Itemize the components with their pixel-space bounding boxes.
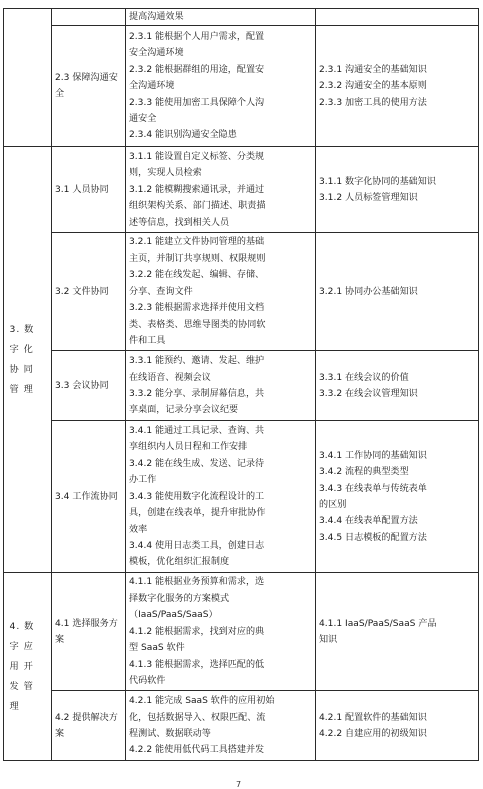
knowledge-line: 3.3.1 在线会议的价值 [319,372,409,383]
requirement-line: 办工作 [129,475,157,486]
requirement-line: 3.3.2 能分享、录制屏幕信息，共 [129,388,265,399]
requirement-line: 4.1.1 能根据业务预算和需求，选 [129,577,265,588]
requirement-cell [126,147,316,233]
category-line: 3. 数 [9,323,35,335]
knowledge-cell [316,421,479,573]
knowledge-cell [316,9,479,26]
requirement-line: 3.4.4 使用日志类工具，创建日志 [129,540,265,551]
knowledge-line: 3.3.2 在线会议管理知识 [319,388,418,399]
requirement-line: 具，创建在线表单，提升审批协作 [129,508,266,519]
knowledge-line: 3.4.4 在线表单配置方法 [319,516,418,527]
knowledge-line: 3.1.1 数字化协同的基础知识 [319,176,436,187]
table-row [4,26,479,147]
table-row [4,147,479,233]
requirement-cell [126,421,316,573]
category-cell [4,573,52,761]
requirement-line: 效率 [129,524,148,535]
skill-cell: 3.4 工作流协同 [52,421,126,573]
skill-cell: 2.3 保障沟通安全 [52,26,126,147]
table-row [4,9,479,26]
standard-table [3,8,479,761]
knowledge-line: 3.4.5 日志模板的配置方法 [319,532,427,543]
requirement-line: 安全沟通环境 [129,48,184,59]
requirement-line: 2.3.3 能使用加密工具保障个人沟 [129,97,265,108]
requirement-line: 4.1.2 能根据需求，找到对应的典 [129,626,265,637]
knowledge-line: 2.3.2 沟通安全的基本原则 [319,81,427,92]
knowledge-line: 3.2.1 协同办公基础知识 [319,286,418,297]
requirement-line: 在线语音、视频会议 [129,372,211,383]
knowledge-cell [316,691,479,761]
knowledge-line: 的区别 [319,499,347,510]
requirement-line: 3.4.2 能在线生成、发送、记录待 [129,458,265,469]
knowledge-line: 3.4.2 流程的典型类型 [319,467,409,478]
category-cell [4,9,52,147]
requirement-line: 模板，优化组织汇报制度 [129,557,230,568]
requirement-line: 3.2.2 能在线发起、编辑、存储、 [129,270,265,281]
requirement-line: 3.4.1 能通过工具记录、查询、共 [129,426,265,437]
requirement-line: 3.3.1 能预约、邀请、发起、维护 [129,356,265,367]
requirement-line: 择数字化服务的方案模式 [129,593,230,604]
skill-cell: 3.1 人员协同 [52,147,126,233]
requirement-line: 组织架构关系、部门描述、职责描 [129,201,266,212]
requirement-line: 2.3.2 能根据群组的用途，配置安 [129,64,265,75]
category-line: 字 应 [9,640,34,652]
requirement-line: 述等信息，找到相关人员 [129,217,230,228]
requirement-cell [126,351,316,421]
requirement-line: 3.1.2 能模糊搜索通讯录，并通过 [129,184,265,195]
requirement-line: 2.3.4 能识别沟通安全隐患 [129,130,237,141]
knowledge-cell [316,351,479,421]
requirement-line: 4.2.1 能完成 SaaS 软件的应用初始 [129,696,275,707]
knowledge-cell [316,147,479,233]
skill-cell: 3.3 会议协同 [52,351,126,421]
requirement-line: 享组织内人员日程和工作安排 [129,442,248,453]
requirement-line: 化，包括数据导入、权限匹配、流 [129,712,266,723]
requirement-line: 全沟通环境 [129,81,175,92]
requirement-line: 程测试、数据联动等 [129,728,211,739]
knowledge-line: 知识 [319,634,338,645]
requirement-line: 类、表格类、思维导图类的协同软 [129,319,266,330]
requirement-line: 通安全 [129,114,157,125]
knowledge-line: 4.2.1 配置软件的基础知识 [319,712,427,723]
requirement-line: 主页，并制订共享规则、权限规则 [129,253,266,264]
requirement-line: 3.1.1 能设置自定义标签、分类规 [129,151,265,162]
requirement-cell [126,573,316,691]
requirement-line: 4.1.3 能根据需求，选择匹配的低 [129,659,265,670]
category-line: 用 开 [9,660,34,672]
requirement-line: 2.3.1 能根据个人用户需求，配置 [129,31,265,42]
knowledge-line: 3.4.1 工作协同的基础知识 [319,450,427,461]
skill-cell: 4.2 提供解决方案 [52,691,126,761]
category-line: 4. 数 [9,620,35,632]
knowledge-cell [316,573,479,691]
skill-cell: 4.1 选择服务方案 [52,573,126,691]
requirement-line: 型 SaaS 软件 [129,643,185,654]
requirement-line: 代码软件 [129,675,166,686]
knowledge-line: 2.3.1 沟通安全的基础知识 [319,64,427,75]
requirement-cell [126,233,316,351]
table-row [4,421,479,573]
category-line: 发 管 [9,680,34,692]
knowledge-cell [316,233,479,351]
knowledge-line: 4.1.1 IaaS/PaaS/SaaS 产品 [319,618,437,629]
requirement-line: 分享、查询文件 [129,286,193,297]
category-line: 管 理 [9,383,34,395]
table-row [4,691,479,761]
category-cell [4,147,52,573]
category-line: 字 化 [9,343,34,355]
requirement-line: （IaaS/PaaS/SaaS） [129,610,218,621]
requirement-line: 3.4.3 能使用数字化流程设计的工 [129,491,265,502]
requirement-line: 3.2.1 能建立文件协同管理的基础 [129,237,265,248]
knowledge-line: 3.1.2 人员标签管理知识 [319,192,418,203]
requirement-cell [126,26,316,147]
requirement-line: 件和工具 [129,335,166,346]
requirement-cell [126,9,316,26]
knowledge-line: 3.4.3 在线表单与传统表单 [319,483,427,494]
table-row [4,351,479,421]
table-row [4,573,479,691]
requirement-line: 4.2.2 能使用低代码工具搭建并发 [129,745,265,756]
requirement-line: 提高沟通效果 [129,12,184,22]
skill-cell: 3.2 文件协同 [52,233,126,351]
skill-cell [52,9,126,26]
requirement-line: 则，实现人员检索 [129,168,202,179]
knowledge-line: 2.3.3 加密工具的使用方法 [319,97,427,108]
page-number: 7 [236,780,242,789]
knowledge-cell [316,26,479,147]
category-line: 协 同 [9,363,34,375]
requirement-line: 3.2.3 能根据需求选择并使用文档 [129,303,265,314]
requirement-cell [126,691,316,761]
category-line: 理 [9,700,20,712]
requirement-line: 享桌面，记录分享会议纪要 [129,405,239,416]
table-row [4,233,479,351]
knowledge-line: 4.2.2 自建应用的初级知识 [319,728,427,739]
